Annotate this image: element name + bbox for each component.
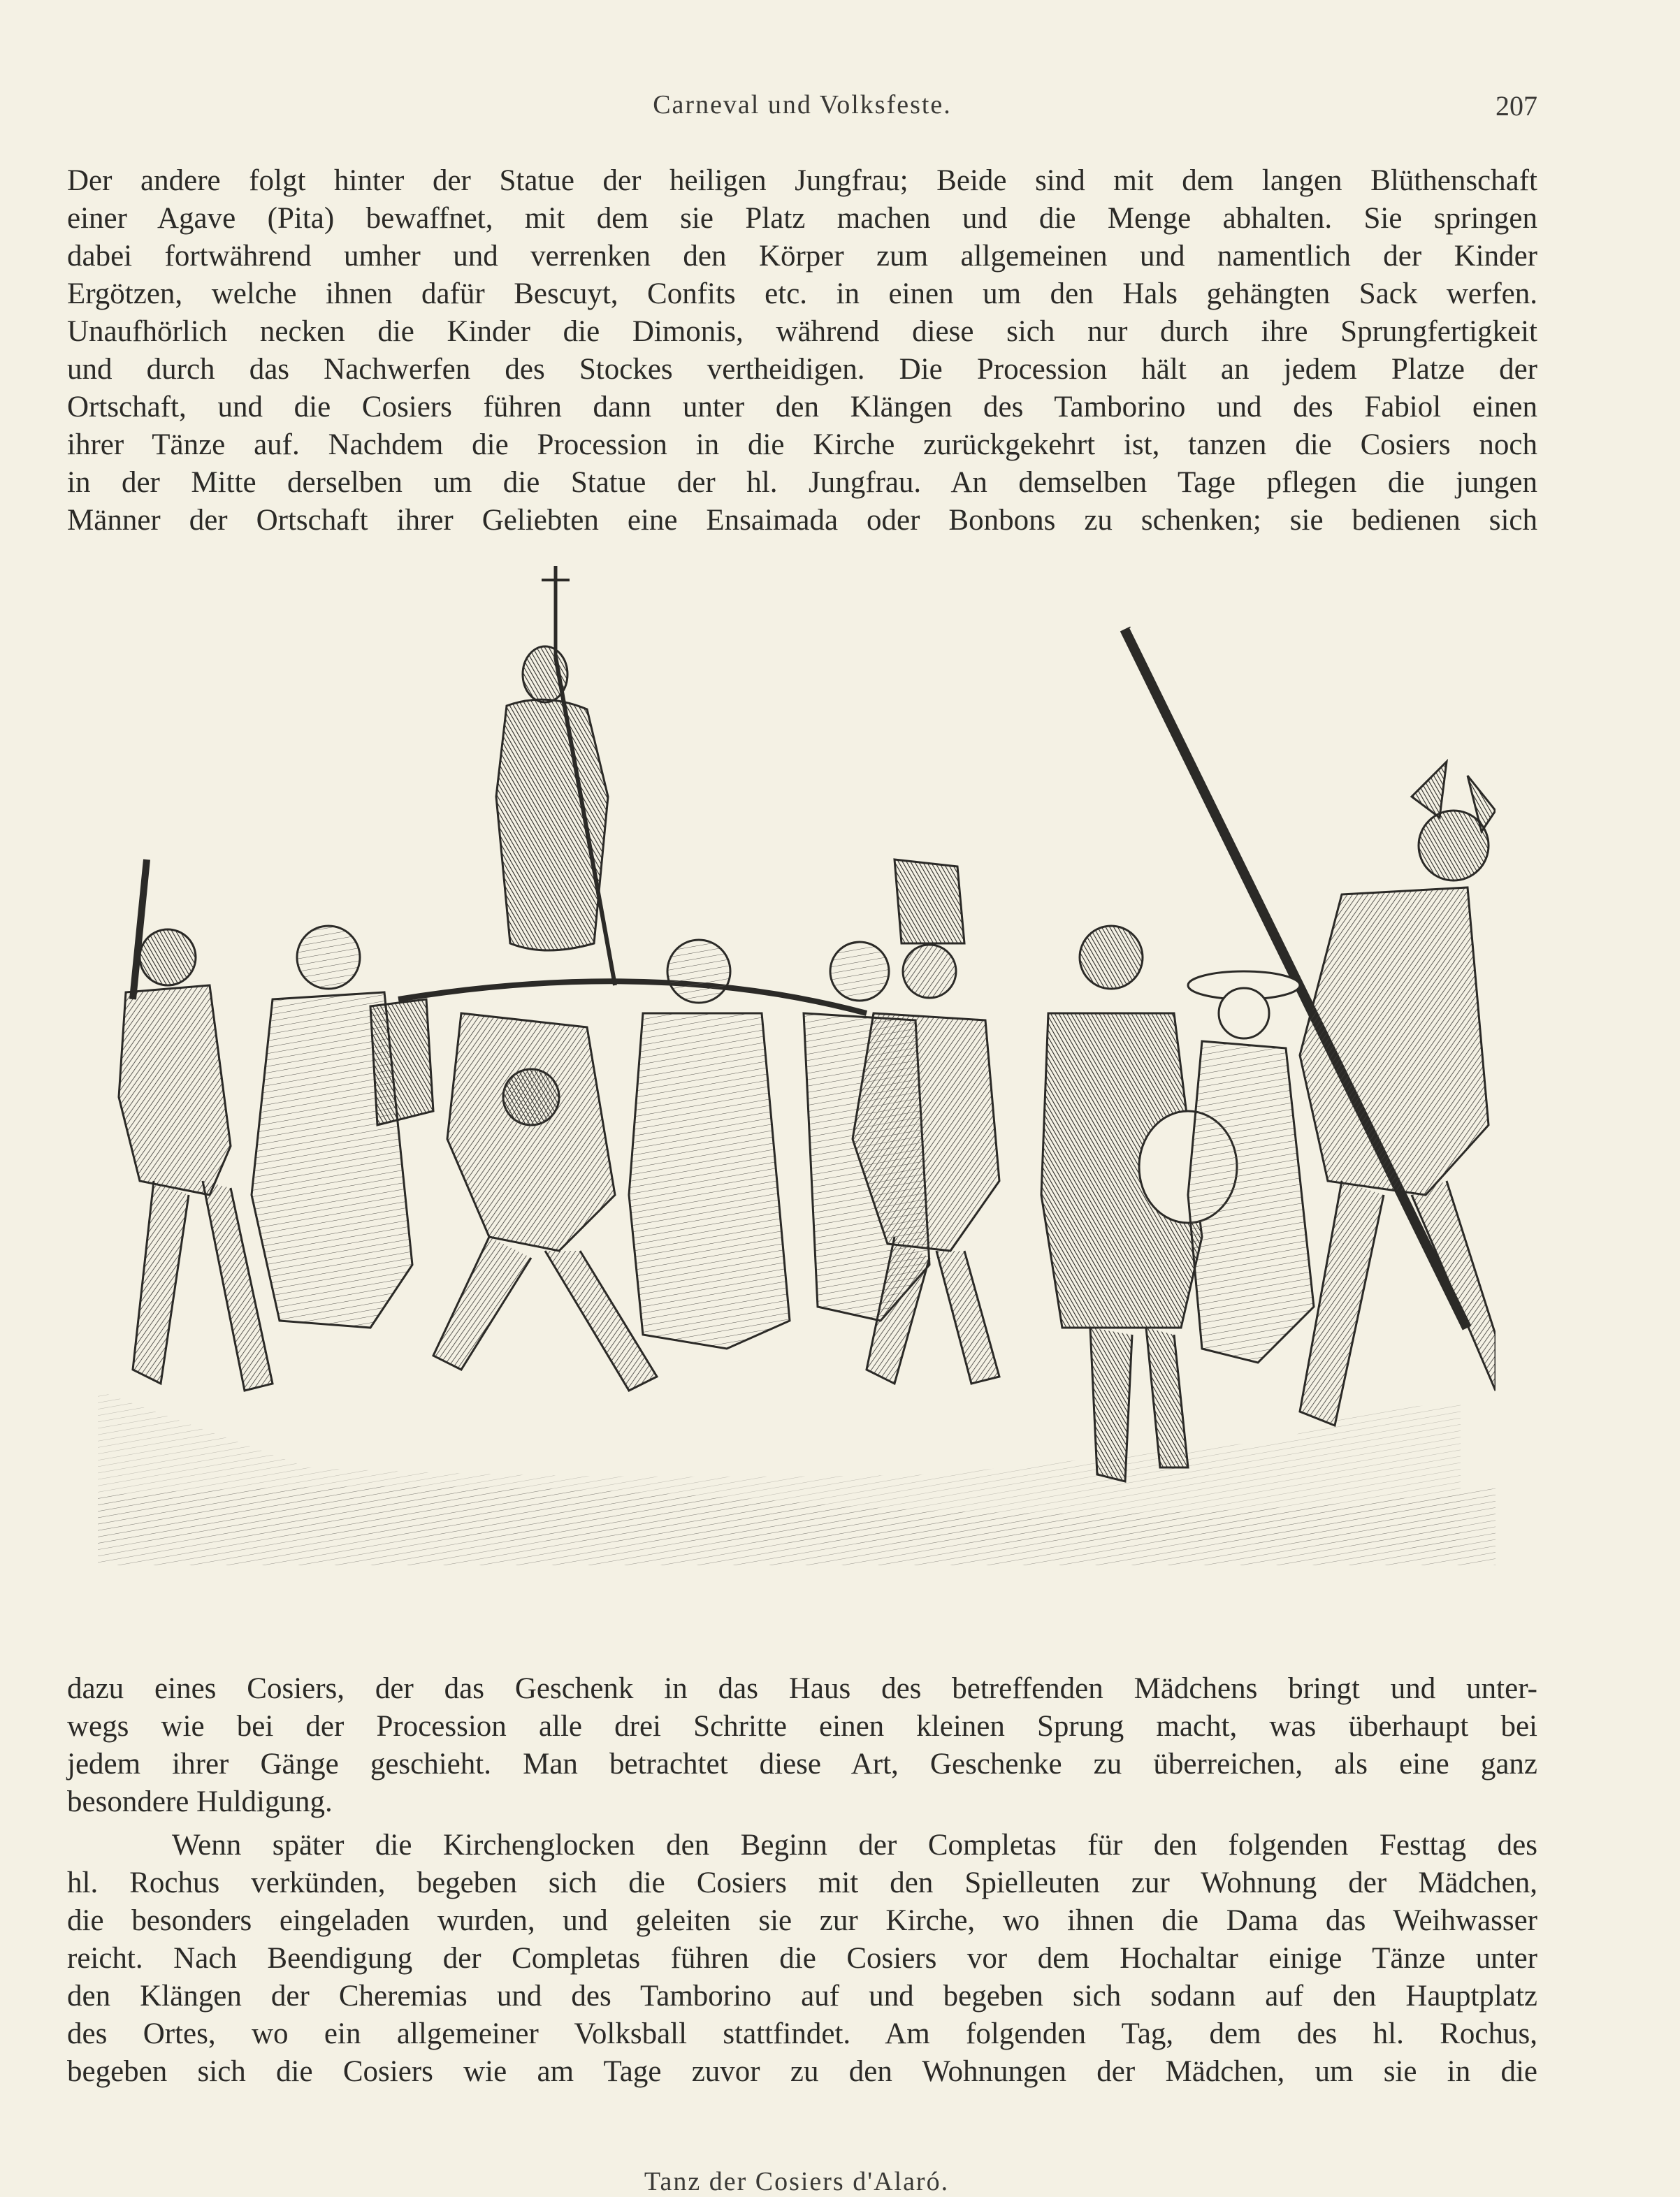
text-line: Der andere folgt hinter der Statue der heiligen Jungfrau; Beide sind mit dem langen Blüthenschaft (67, 164, 1537, 197)
text-line: des Ortes, wo ein allgemeiner Volksball stattfindet. Am folgenden Tag, dem des hl. Rochus, (67, 2017, 1537, 2050)
text-line: wegs wie bei der Procession alle drei Schritte einen kleinen Sprung macht, was überhaupt bei (67, 1710, 1537, 1743)
engraving-svg (98, 566, 1496, 1565)
text-line: dazu eines Cosiers, der das Geschenk in das Haus des betreffenden Mädchens bringt und unter- (67, 1672, 1537, 1705)
text-line: Wenn später die Kirchenglocken den Beginn der Completas für den folgenden Festtag des (172, 1829, 1537, 1862)
paragraph-bottom-2 (67, 1827, 1537, 2091)
text-line: hl. Rochus verkünden, begeben sich die Cosiers mit den Spielleuten zur Wohnung der Mädchen, (67, 1866, 1537, 1899)
text-line: einer Agave (Pita) bewaffnet, mit dem sie Platz machen und die Menge abhalten. Sie springen (67, 202, 1537, 235)
running-title: Carneval und Volksfeste. (653, 90, 952, 119)
text-line: Unaufhörlich necken die Kinder die Dimonis, während diese sich nur durch ihre Sprungfertigkeit (67, 315, 1537, 348)
page-number: 207 (1496, 90, 1537, 122)
paragraph-bottom-1 (67, 1670, 1537, 1821)
text-line: in der Mitte derselben um die Statue der hl. Jungfrau. An demselben Tage pflegen die jungen (67, 466, 1537, 499)
text-line: Ortschaft, und die Cosiers führen dann unter den Klängen des Tamborino und des Fabiol einen (67, 391, 1537, 423)
text-line: Ergötzen, welche ihnen dafür Bescuyt, Confits etc. in einen um den Hals gehängten Sack werfen. (67, 277, 1537, 310)
text-line: ihrer Tänze auf. Nachdem die Procession in die Kirche zurückgekehrt ist, tanzen die Cosiers noch (67, 428, 1537, 461)
text-line: jedem ihrer Gänge geschieht. Man betrachtet diese Art, Geschenke zu überreichen, als eine ganz (67, 1748, 1537, 1781)
paragraph-top (67, 162, 1537, 539)
text-line: Männer der Ortschaft ihrer Geliebten eine Ensaimada oder Bonbons zu schenken; sie bedienen sich (67, 504, 1537, 537)
text-line: die besonders eingeladen wurden, und geleiten sie zur Kirche, wo ihnen die Dama das Weihwasser (67, 1904, 1537, 1937)
text-line: dabei fortwährend umher und verrenken den Körper zum allgemeinen und namentlich der Kinder (67, 240, 1537, 273)
text-line: den Klängen der Cheremias und des Tamborino auf und begeben sich sodann auf den Hauptplatz (67, 1980, 1537, 2013)
text-line: reicht. Nach Beendigung der Completas führen die Cosiers vor dem Hochaltar einige Tänze unter (67, 1942, 1537, 1975)
text-line: besondere Huldigung. (67, 1785, 333, 1818)
text-line: und durch das Nachwerfen des Stockes vertheidigen. Die Procession hält an jedem Platze der (67, 353, 1537, 386)
figure-caption: Tanz der Cosiers d'Alaró. (644, 2167, 950, 2196)
page-header (67, 89, 1537, 131)
text-line: begeben sich die Cosiers wie am Tage zuvor zu den Wohnungen der Mädchen, um sie in die (67, 2055, 1537, 2088)
